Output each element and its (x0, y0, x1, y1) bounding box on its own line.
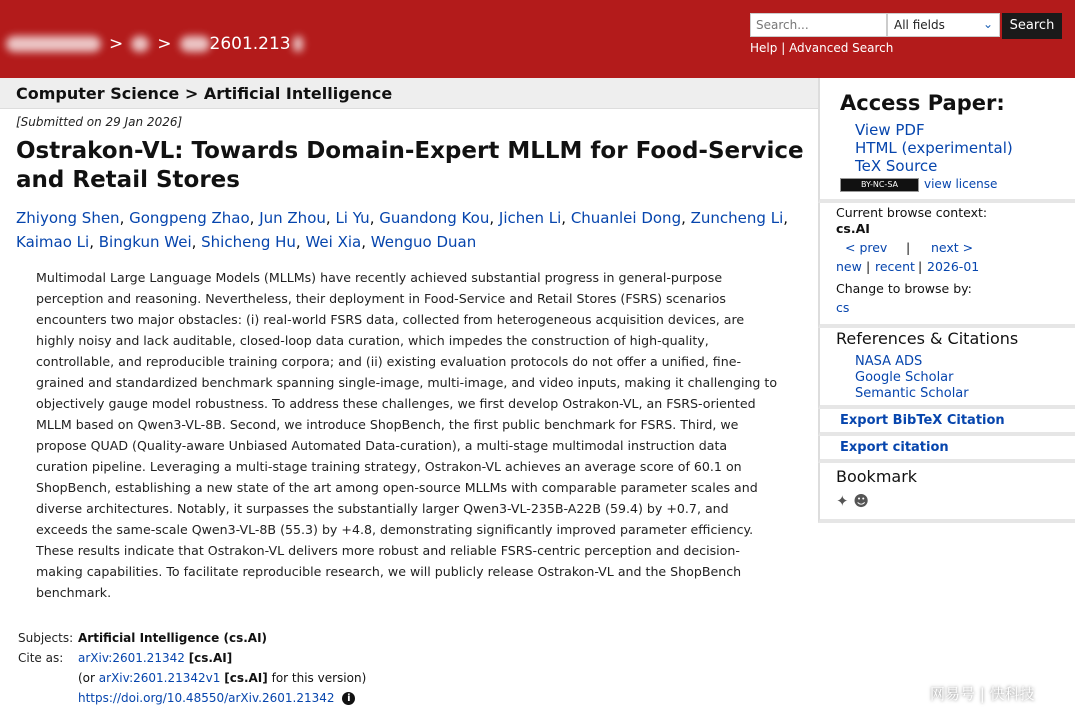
export-citation-link[interactable]: Export citation (840, 440, 949, 455)
blurred-logo (6, 36, 101, 52)
author-link[interactable]: Shicheng Hu (201, 233, 296, 251)
bookmark-title: Bookmark (836, 467, 918, 486)
author-link[interactable]: Guandong Kou (379, 209, 490, 227)
browse-context-label: Current browse context: (836, 205, 988, 220)
author-link[interactable]: Gongpeng Zhao (129, 209, 250, 227)
google-scholar-link[interactable]: Google Scholar (855, 370, 954, 385)
reddit-icon[interactable]: ☻ (853, 492, 869, 510)
breadcrumb-paper-id[interactable]: 2601.213 (209, 34, 291, 54)
version-category: [cs.AI] (224, 671, 268, 685)
cite-category: [cs.AI] (188, 651, 233, 665)
paper-title: Ostrakon-VL: Towards Domain-Expert MLLM for Food-Service and Retail Stores (16, 138, 804, 193)
bibsonomy-icon[interactable]: ✦ (836, 492, 849, 510)
export-bibtex-link[interactable]: Export BibTeX Citation (840, 413, 1005, 428)
prev-link[interactable]: < prev (845, 240, 888, 255)
new-link[interactable]: new (836, 259, 862, 274)
header-breadcrumb: > > 2601.213 (6, 33, 303, 55)
cite-link[interactable]: arXiv:2601.21342 (78, 651, 185, 665)
export-citation-box (818, 436, 1075, 463)
blurred-suffix (293, 36, 303, 52)
month-link[interactable]: 2026-01 (927, 259, 980, 274)
view-pdf-link[interactable]: View PDF (855, 121, 925, 139)
watermark: 网易号 | 快科技 (930, 685, 1035, 703)
tex-source-link[interactable]: TeX Source (855, 157, 938, 175)
sidebar (818, 78, 1075, 713)
author-link[interactable]: Chuanlei Dong (570, 209, 682, 227)
search-input[interactable]: Search... (750, 13, 887, 37)
cite-label: Cite as: (18, 651, 64, 665)
nav-separator: | (906, 240, 911, 255)
semantic-scholar-link[interactable]: Semantic Scholar (855, 386, 969, 401)
metadata-table (18, 628, 366, 708)
bookmark-box (818, 463, 1075, 523)
header-separator: | (781, 41, 786, 55)
author-link[interactable]: Jichen Li (498, 209, 562, 227)
author-link[interactable]: Zuncheng Li (690, 209, 784, 227)
abstract: Multimodal Large Language Models (MLLMs) have recently achieved substantial progress in general-purpose perception and reasoning. Nevertheless, their deployment in Food-Service and Retail Stores (FSRS) scenarios encounters two major obstacles: (i) real-world FSRS data, collected from heterogeneous acquisition devices, are highly noisy and lack auditable, closed-loop data curation, which impedes the construction of high-quality, controllable, and reproducible training corpora; and (ii) existing evaluation protocols do not offer a unified, fine-grained and standardized benchmark spanning single-image, multi-image, and video inputs, making it challenging to objectively gauge model robustness. To address these challenges, we first develop Ostrakon-VL, an FSRS-oriented MLLM based on Qwen3-VL-8B. Second, we introduce ShopBench, the first public benchmark for FSRS. Third, we propose QUAD (Quality-aware Unbiased Automated Data-curation), a multi-stage multimodal instruction data curation pipeline. Leveraging a multi-stage training strategy, Ostrakon-VL achieves an average score of 60.1 on ShopBench, establishing a new state of the art among open-source MLLMs with comparable parameter scales and diverse architectures. Notably, it surpasses the substantially larger Qwen3-VL-235B-A22B (59.4) by +0.7, and exceeds the same-scale Qwen3-VL-8B (55.3) by +4.8, demonstrating significantly improved parameter efficiency. These results indicate that Ostrakon-VL delivers more robust and reliable FSRS-centric perception and decision-making capabilities. To facilitate reproducible research, we will publicly release Ostrakon-VL and the ShopBench benchmark. (36, 270, 778, 600)
cs-link[interactable]: cs (836, 300, 850, 315)
nasa-ads-link[interactable]: NASA ADS (855, 354, 923, 369)
info-icon[interactable]: i (342, 692, 355, 705)
view-license-link[interactable]: view license (924, 177, 998, 191)
change-browse-label: Change to browse by: (836, 281, 972, 296)
author-link[interactable]: Zhiyong Shen (16, 209, 120, 227)
subjects-value: Artificial Intelligence (cs.AI) (78, 631, 268, 645)
nav-separator: | (918, 259, 923, 274)
advanced-search-link[interactable]: Advanced Search (789, 41, 894, 55)
nav-separator: | (866, 259, 871, 274)
author-list: Zhiyong Shen, Gongpeng Zhao, Jun Zhou, Li Yu, Guandong Kou, Jichen Li, Chuanlei Dong, Zuncheng Li, Kaimao Li, Bingkun Wei, Shicheng Hu, Wei Xia, Wenguo Duan (16, 209, 789, 251)
fields-select-value: All fields (894, 18, 945, 32)
search-button[interactable]: Search (1002, 13, 1062, 39)
author-link[interactable]: Li Yu (335, 209, 370, 227)
blurred-category (180, 36, 210, 52)
subject-header-bar (0, 78, 818, 109)
or-prefix: (or (78, 671, 95, 685)
subject-header: Computer Science > Artificial Intelligence (16, 84, 393, 103)
version-link[interactable]: arXiv:2601.21342v1 (98, 671, 221, 685)
browse-context-box (818, 203, 1075, 328)
references-box (818, 328, 1075, 409)
submission-date: [Submitted on 29 Jan 2026] (16, 115, 183, 129)
help-link[interactable]: Help (750, 41, 778, 55)
license-badge-text: BY-NC-SA (860, 180, 899, 189)
blurred-archive (131, 36, 149, 52)
access-paper-title: Access Paper: (840, 91, 1005, 115)
author-link[interactable]: Wenguo Duan (370, 233, 477, 251)
browse-context-value: cs.AI (836, 221, 870, 236)
header-links (750, 41, 893, 55)
author-link[interactable]: Bingkun Wei (98, 233, 192, 251)
next-link[interactable]: next > (931, 240, 974, 255)
author-link[interactable]: Kaimao Li (16, 233, 90, 251)
export-bibtex-box (818, 409, 1075, 436)
cc-license-icon[interactable] (840, 178, 919, 192)
html-link[interactable]: HTML (experimental) (855, 139, 1013, 157)
author-link[interactable]: Jun Zhou (259, 209, 326, 227)
doi-link[interactable]: https://doi.org/10.48550/arXiv.2601.21342 (78, 691, 335, 705)
fields-select[interactable] (887, 13, 1000, 37)
version-suffix: for this version) (271, 671, 367, 685)
author-link[interactable]: Wei Xia (305, 233, 362, 251)
subjects-label: Subjects: (18, 631, 74, 645)
chevron-down-icon: ⌄ (982, 17, 993, 31)
recent-link[interactable]: recent (875, 259, 915, 274)
references-title: References & Citations (836, 329, 1019, 348)
site-header (0, 0, 1075, 78)
access-paper-box (818, 78, 1075, 203)
